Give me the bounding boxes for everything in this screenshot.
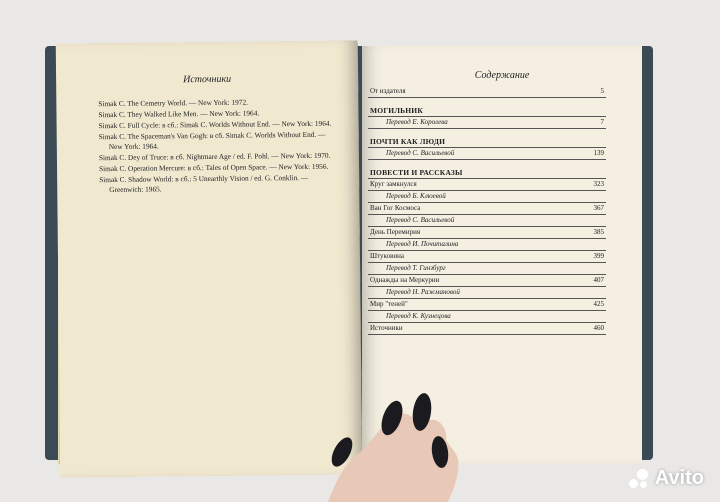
table-of-contents [368, 86, 606, 335]
toc-translator [368, 263, 606, 275]
toc-page-number: 7 [600, 118, 604, 126]
avito-logo-icon [629, 469, 649, 489]
toc-page-number: 460 [593, 324, 604, 332]
toc-page-number: 5 [600, 87, 604, 95]
source-item: Simak C. The Spaceman's Van Gogh: в сб. Simak C. Worlds Without End. — New York: 1964. [98, 129, 326, 152]
toc-title: Источники [370, 324, 403, 332]
toc-page-number: 323 [593, 180, 604, 188]
toc-title: Перевод Н. Ражмановой [386, 288, 460, 296]
toc-translator [368, 148, 606, 160]
toc-entry [368, 86, 606, 98]
toc-title: Перевод К. Кузнецова [386, 312, 451, 320]
toc-translator [368, 287, 606, 299]
toc-translator [368, 239, 606, 251]
toc-title: Перевод Т. Гинзбург [386, 264, 446, 272]
source-item: Simak C. Dey of Truce: в сб. Nightmare Age / ed. F. Pohl. — New York: 1970. [98, 150, 331, 163]
toc-entry [368, 227, 606, 239]
toc-title: Штуковина [370, 252, 404, 260]
toc-title: Перевод Е. Королева [386, 118, 448, 126]
toc-title: Круг замкнулся [370, 180, 417, 188]
toc-title: От издателя [370, 87, 406, 95]
sources-heading: Источники [183, 73, 232, 86]
source-item: Simak C. The Cemetry World. — New York: 1972. [98, 97, 248, 109]
toc-title: Перевод И. Почиталина [386, 240, 459, 248]
toc-page-number: 399 [593, 252, 604, 260]
toc-translator [368, 311, 606, 323]
toc-entry [368, 275, 606, 287]
source-item: Simak C. Full Cycle: в сб.: Simak C. Worlds Without End. — New York: 1964. [98, 118, 332, 131]
toc-title: Перевод Б. Клюевой [386, 192, 446, 200]
toc-section [368, 105, 606, 117]
toc-section [368, 136, 606, 148]
toc-title: Перевод С. Васильевой [386, 216, 455, 224]
contents-heading: Содержание [474, 70, 530, 81]
source-item: Simak C. Operation Mercure: в сб.: Tales of Open Space. — New York: 1956. [99, 161, 329, 174]
toc-entry [368, 299, 606, 311]
toc-title: Однажды на Меркурии [370, 276, 440, 284]
hand-photo [318, 380, 468, 502]
toc-title: ПОЧТИ КАК ЛЮДИ [370, 137, 446, 146]
toc-title: День Перемирия [370, 228, 421, 236]
toc-entry [368, 179, 606, 191]
toc-page-number: 407 [593, 276, 604, 284]
toc-translator [368, 117, 606, 129]
toc-section [368, 167, 606, 179]
toc-title: Ван Гог Космоса [370, 204, 421, 212]
toc-entry [368, 203, 606, 215]
toc-entry [368, 323, 606, 335]
left-page [56, 40, 363, 477]
toc-entry [368, 251, 606, 263]
toc-title: Мир "теней" [370, 300, 408, 308]
toc-title: ПОВЕСТИ И РАССКАЗЫ [370, 168, 463, 177]
source-item: Simak C. They Walked Like Men. — New York: 1964. [98, 108, 260, 120]
toc-translator [368, 215, 606, 227]
sources-list [98, 97, 333, 196]
source-item: Simak C. Shadow World: в сб.: 5 Unearthly Vision / ed. G. Conklin. — Greenwich: 1965. [99, 172, 309, 195]
toc-page-number: 425 [593, 300, 604, 308]
toc-title: Перевод С. Васильевой [386, 149, 455, 157]
avito-text: Avito [654, 467, 704, 489]
avito-watermark [629, 467, 704, 490]
toc-page-number: 139 [593, 149, 604, 157]
toc-translator [368, 191, 606, 203]
toc-page-number: 367 [593, 204, 604, 212]
toc-page-number: 385 [593, 228, 604, 236]
toc-title: МОГИЛЬНИК [370, 106, 423, 115]
